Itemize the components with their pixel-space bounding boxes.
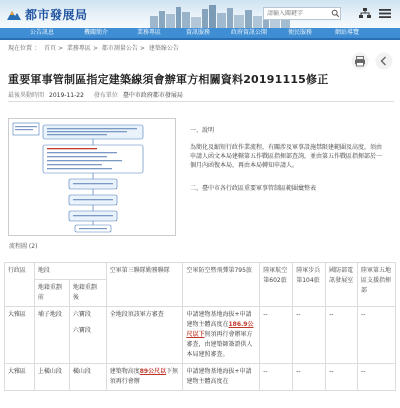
nav-item-announcements[interactable]: 公告訊息 bbox=[30, 29, 55, 36]
header-before-readjust: 地籍重劃前 bbox=[34, 280, 69, 307]
search-icon[interactable] bbox=[331, 8, 340, 19]
header-infantry-104: 陸軍步兵第104旅 bbox=[293, 263, 326, 307]
cell-text: 無須再行會辦軍方審查，由建築師簽證供人本局建照審查。 bbox=[186, 331, 253, 358]
header-after-readjust: 地籍重劃後 bbox=[69, 280, 106, 307]
cell-infantry: -- bbox=[293, 364, 326, 391]
section-2-title: 二、臺中市各行政區重要軍事管制區範圍彙整表 bbox=[190, 185, 317, 192]
breadcrumb-label: 現在位置 bbox=[8, 45, 33, 52]
cell-support: -- bbox=[358, 364, 396, 391]
header-aviation-602: 陸軍航空第602旅 bbox=[260, 263, 293, 307]
cell-support: -- bbox=[358, 307, 396, 364]
cell-district: 大雅區 bbox=[5, 364, 35, 391]
header-land-section: 地段 bbox=[34, 263, 106, 280]
breadcrumb-current[interactable]: 建築線公告 bbox=[148, 45, 179, 52]
cell-after-line: 橫山段 bbox=[72, 368, 91, 375]
breadcrumb-business[interactable]: 業務專區 bbox=[66, 45, 91, 52]
nav-item-business[interactable]: 業務專區 bbox=[137, 29, 162, 36]
cell-before: 上橫山段 bbox=[34, 364, 69, 391]
cell-text: 建築物高度 bbox=[109, 368, 140, 375]
search-box bbox=[263, 7, 341, 20]
cell-telecom: -- bbox=[326, 364, 358, 391]
cell-text: 申請建物基地海拔+申請建物主體高度在 bbox=[186, 311, 252, 328]
section-1-title: 一、說明 bbox=[190, 127, 215, 134]
height-limit: 89公尺以 bbox=[139, 368, 167, 375]
page-title: 重要軍事管制區指定建築線須會辦軍方相關資料20191115修正 bbox=[8, 73, 329, 86]
breadcrumb: 現在位置 ： 首頁 > 業務專區 > 都市測量公告 > 建築線公告 bbox=[8, 45, 179, 52]
flowchart-figure[interactable] bbox=[8, 118, 176, 236]
cell-district: 大雅區 bbox=[5, 307, 35, 364]
search-input[interactable] bbox=[267, 10, 331, 17]
cell-aviation: -- bbox=[260, 307, 293, 364]
publisher-label: 發布單位 bbox=[93, 92, 118, 99]
updated-label: 最後異動時間 bbox=[8, 92, 45, 99]
cell-air-defense: 申請建物基地海拔+申請建物主體高度在 bbox=[183, 364, 260, 391]
header-district: 行政區 bbox=[5, 263, 35, 307]
military-zone-table bbox=[4, 262, 396, 391]
cell-telecom: -- bbox=[326, 307, 358, 364]
cell-aviation: -- bbox=[260, 364, 293, 391]
cell-air-force-wing bbox=[106, 364, 183, 391]
header-air-defense-brigade: 空軍防空暨飛彈第795旅 bbox=[183, 263, 260, 307]
header-telecom-office: 國防部電訊發展室 bbox=[326, 263, 358, 307]
sitemap-icon[interactable] bbox=[358, 7, 372, 20]
logo-text: 都市發展局 bbox=[25, 8, 88, 22]
cell-after bbox=[69, 364, 106, 391]
cell-air-force-wing: 全地段須該軍方審查 bbox=[106, 307, 183, 364]
height-limit: 186.9公尺以下 bbox=[186, 321, 254, 338]
site-header bbox=[0, 0, 400, 28]
cell-after bbox=[69, 307, 106, 364]
cell-air-defense bbox=[183, 307, 260, 364]
divider bbox=[8, 101, 394, 102]
breadcrumb-home[interactable]: 首頁 bbox=[43, 45, 56, 52]
nav-item-open-government[interactable]: 政府資訊公開 bbox=[231, 29, 268, 36]
breadcrumb-survey[interactable]: 都市測量公告 bbox=[101, 45, 138, 52]
main-nav-items bbox=[0, 28, 400, 38]
section-1-body: 為簡化及縮短行政作業流程，有關涉及軍事設施禁限建範圍及高度，須由申請人函文本局建轄第五作戰區指揮部查詢，並由第五作戰區指揮部於一個月內函復本局，再由本局轉知申請人。 bbox=[190, 144, 383, 169]
page-meta bbox=[8, 90, 193, 99]
cell-after-line: 六寶段 bbox=[72, 327, 91, 334]
nav-item-public-services[interactable]: 便民服務 bbox=[288, 29, 313, 36]
site-logo[interactable] bbox=[6, 6, 88, 23]
logo-mark-icon bbox=[6, 9, 22, 21]
cell-infantry: -- bbox=[293, 307, 326, 364]
flowchart-image bbox=[9, 119, 175, 235]
publisher-value: 臺中市政府都市發展局 bbox=[122, 92, 183, 99]
cell-before: 埔子地段 bbox=[34, 307, 69, 364]
menu-icon[interactable] bbox=[378, 7, 392, 20]
cell-after-line: 六寶段 bbox=[72, 311, 91, 318]
nav-item-site-guide[interactable]: 網站導覽 bbox=[335, 29, 360, 36]
header-air-force-wing: 空軍第三聯隊勤務聯隊 bbox=[106, 263, 183, 307]
print-icon[interactable] bbox=[351, 52, 369, 70]
table-row bbox=[5, 307, 396, 364]
figure-caption: 流程圖 (2) bbox=[9, 243, 38, 250]
table-header-row bbox=[5, 263, 396, 280]
updated-value: 2019-11-22 bbox=[49, 92, 84, 99]
nav-item-about[interactable]: 機關簡介 bbox=[84, 29, 109, 36]
back-arrow-icon[interactable] bbox=[375, 52, 393, 70]
cell-text: 下無須再行會辦 bbox=[109, 368, 179, 385]
table-row bbox=[5, 364, 396, 391]
header-support-command: 陸軍第五地區支援指揮部 bbox=[358, 263, 396, 307]
nav-item-info-services[interactable]: 資訊服務 bbox=[186, 29, 211, 36]
nav-underline bbox=[0, 38, 400, 40]
